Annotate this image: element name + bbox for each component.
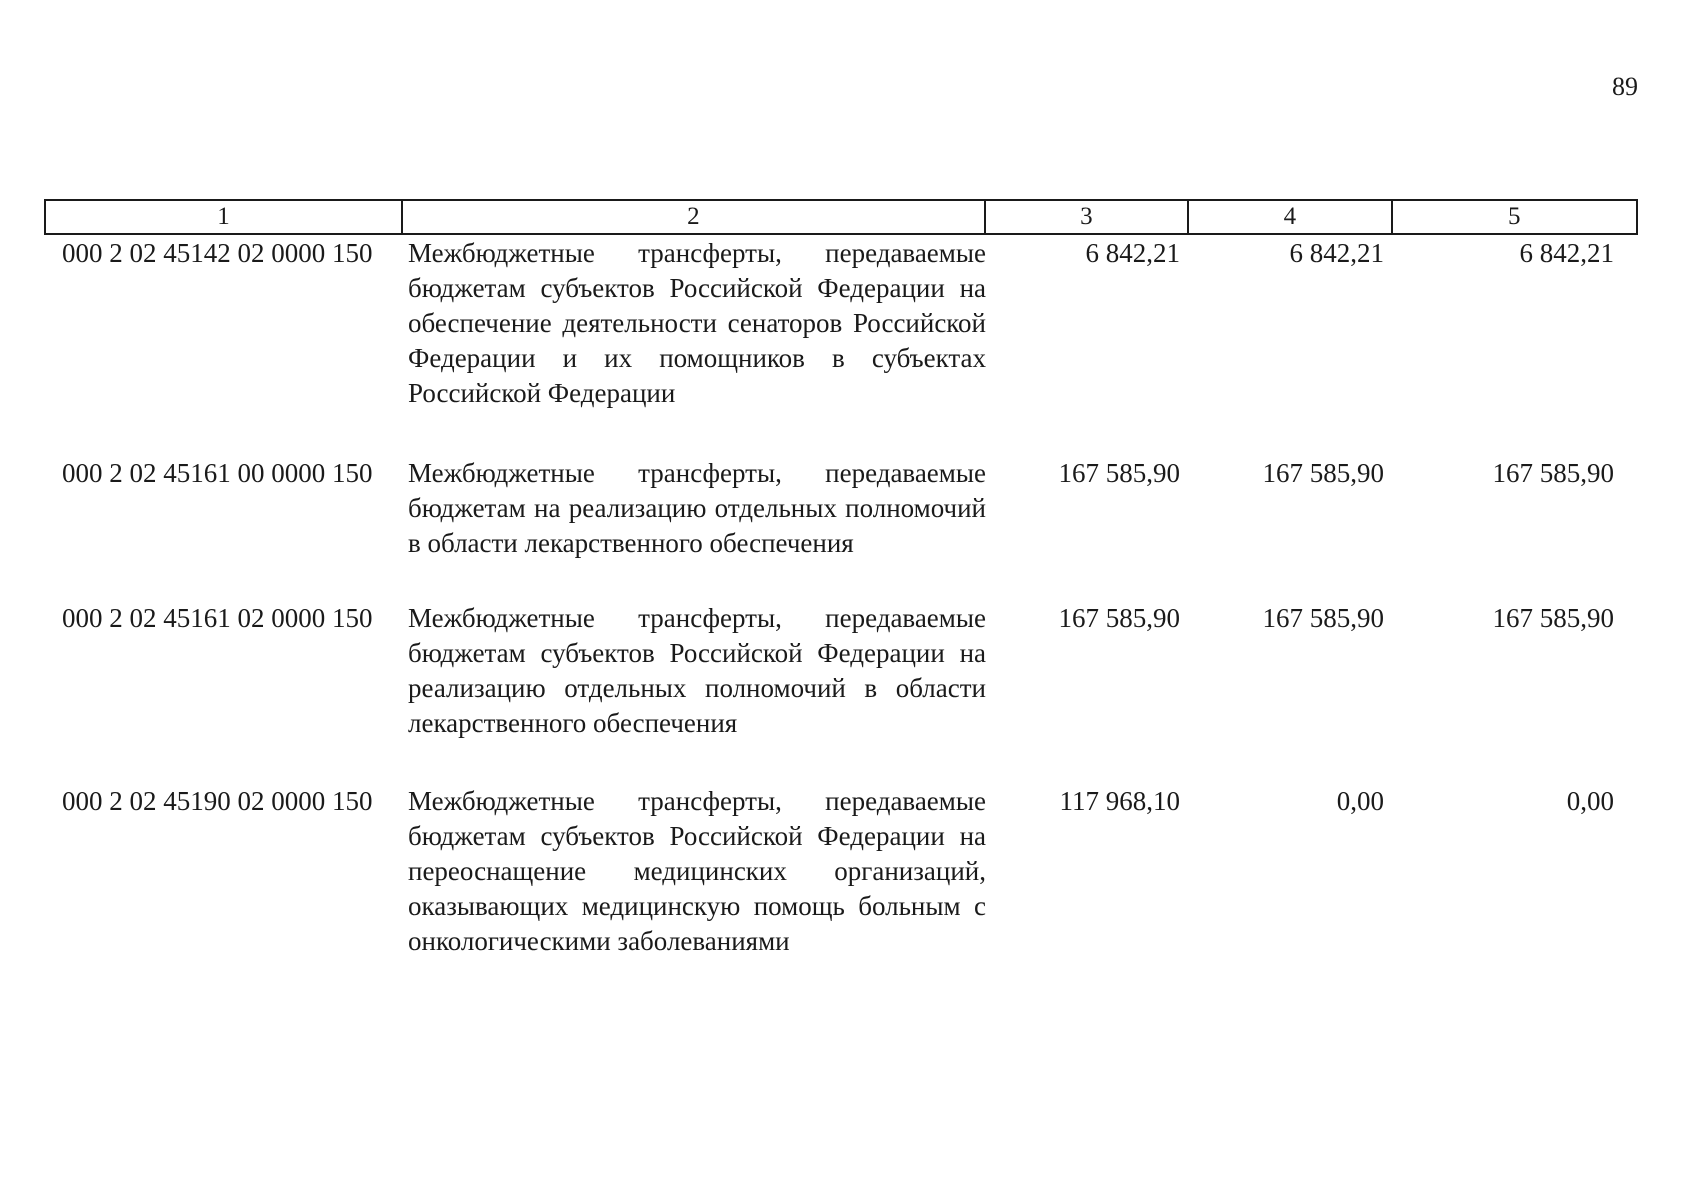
amount-col-3: 117 968,10 [1059, 786, 1180, 816]
header-cell-1: 1 [46, 201, 403, 233]
item-name: Межбюджетные трансферты, передаваемые бюджетам субъектов Российской Федерации на обеспечение деятельности сенаторов Российской Федерации и их помощников в субъектах Российской Федерации [408, 238, 986, 408]
table-header-row [44, 199, 1638, 235]
table-row [44, 784, 1638, 959]
amount-col-5: 167 585,90 [1492, 603, 1614, 633]
table-row [44, 236, 1638, 411]
budget-code: 000 2 02 45190 02 0000 150 [62, 786, 373, 816]
item-name: Межбюджетные трансферты, передаваемые бюджетам на реализацию отдельных полномочий в области лекарственного обеспечения [408, 458, 986, 558]
amount-col-5: 167 585,90 [1492, 458, 1614, 488]
budget-code: 000 2 02 45161 02 0000 150 [62, 603, 373, 633]
table-row [44, 456, 1638, 561]
amount-col-4: 6 842,21 [1289, 238, 1384, 268]
budget-code: 000 2 02 45142 02 0000 150 [62, 238, 373, 268]
table-row [44, 601, 1638, 741]
header-cell-4: 4 [1189, 201, 1392, 233]
amount-col-4: 167 585,90 [1262, 458, 1384, 488]
amount-col-4: 167 585,90 [1262, 603, 1384, 633]
budget-code: 000 2 02 45161 00 0000 150 [62, 458, 373, 488]
page-number: 89 [1612, 72, 1638, 101]
item-name: Межбюджетные трансферты, передаваемые бюджетам субъектов Российской Федерации на реализацию отдельных полномочий в области лекарственного обеспечения [408, 603, 986, 738]
amount-col-5: 0,00 [1566, 786, 1614, 816]
header-cell-3: 3 [986, 201, 1189, 233]
amount-col-3: 6 842,21 [1085, 238, 1180, 268]
header-cell-2: 2 [403, 201, 986, 233]
item-name: Межбюджетные трансферты, передаваемые бюджетам субъектов Российской Федерации на переоснащение медицинских организаций, оказывающих медицинскую помощь больным с онкологическими заболеваниями [408, 786, 986, 956]
header-cell-5: 5 [1508, 203, 1521, 230]
amount-col-3: 167 585,90 [1058, 603, 1180, 633]
amount-col-3: 167 585,90 [1058, 458, 1180, 488]
amount-col-4: 0,00 [1336, 786, 1384, 816]
amount-col-5: 6 842,21 [1519, 238, 1614, 268]
